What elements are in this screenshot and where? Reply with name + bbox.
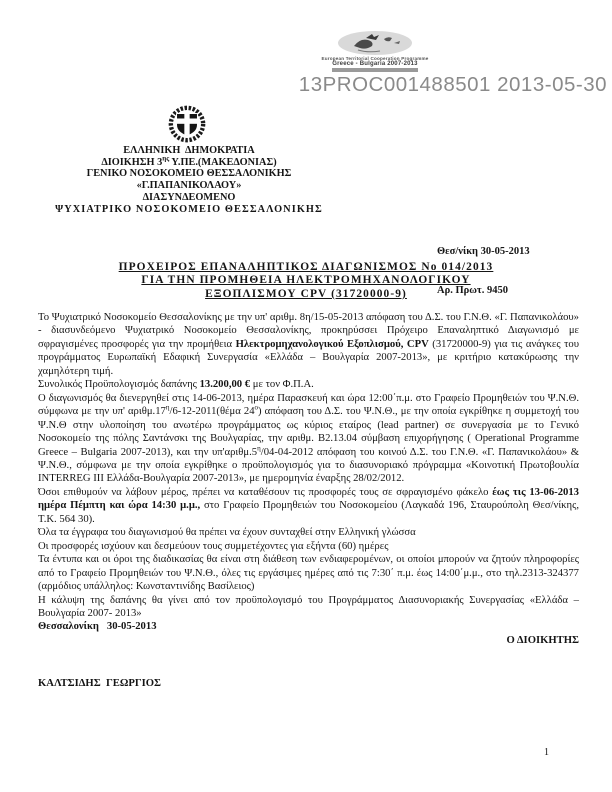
eu-programme-logo bbox=[295, 30, 455, 72]
text-segment: Τα έντυπα και οι όροι της διαδικασίας θα είναι στη διάθεση των ενδιαφερομένων, οι οποίοι μπορούν να ζητούν πληροφορίες από το Γραφείο Προμηθειών του Ψ.Ν.Θ., όλες τις εργάσιμες ημέρες από τις 7:30΄ π.μ. έως 14:00΄μ.μ., στο τηλ.2313-324377 (αρμόδιος υπάλληλος: Κωνσταντινίδης Βασίλειος) bbox=[38, 554, 579, 593]
text-segment: «Γ.ΠΑΠΑΝΙΚΟΛΑΟΥ» bbox=[136, 180, 242, 192]
signature-gap bbox=[38, 647, 579, 677]
text-segment: 13.200,00 € bbox=[199, 379, 251, 391]
header-line bbox=[8, 204, 370, 216]
text-segment: ης bbox=[162, 154, 170, 163]
text-segment: Υ.ΠΕ.(ΜΑΚΕΔΟΝΙΑΣ) bbox=[169, 156, 277, 168]
page-number: 1 bbox=[544, 747, 549, 758]
text-segment: ΔΙΑΣΥΝΔΕΟΜΕΝΟ bbox=[142, 191, 236, 203]
body-paragraph bbox=[38, 392, 579, 486]
text-segment: Οι προσφορές ισχύουν και δεσμεύουν τους συμμετέχοντες για εξήντα (60) ημέρες bbox=[38, 540, 389, 552]
signer-title: Ο ΔΙΟΙΚΗΤΗΣ bbox=[506, 634, 579, 646]
document-title bbox=[0, 261, 612, 301]
body-paragraph bbox=[38, 311, 579, 378]
title-line-3: ΕΞΟΠΛΙΣΜΟΥ CPV (31720000-9) bbox=[205, 287, 407, 300]
text-segment: Συνολικός Προϋπολογισμός δαπάνης bbox=[38, 379, 200, 391]
text-segment: ο bbox=[254, 403, 259, 412]
body-paragraphs bbox=[38, 311, 579, 620]
text-segment: Όσοι επιθυμούν να λάβουν μέρος, πρέπει να καταθέσουν τις προσφορές τους σε σφραγισμένο φάκελο bbox=[38, 486, 493, 498]
logo-programme-region: Greece - Bulgaria 2007-2013 bbox=[332, 61, 418, 67]
body-paragraph bbox=[38, 594, 579, 621]
birds-illustration-icon bbox=[336, 30, 414, 56]
text-segment: έως τις 13-06-2013 ημέρα Πέμπτη και ώρα 14:30 μ.μ., bbox=[38, 486, 579, 512]
logo-programme-name: European Territorial Cooperation Programme bbox=[321, 56, 429, 61]
text-segment: Το Ψυχιατρικό Νοσοκομείο Θεσσαλονίκης με την υπ' αριθμ. 8η/15-05-2013 απόφαση του Δ.Σ. του Γ.Ν.Θ. «Γ. Παπανικολάου» - διασυνδεόμενο Ψυχιατρικό Νοσοκομείο Θεσσαλονίκης, προκηρύσσει Πρόχειρο Επαναληπτικό Διαγωνισμό με σφραγισμένες προσφορές για την προμήθεια bbox=[38, 312, 579, 350]
header-line bbox=[8, 168, 370, 180]
header-line bbox=[8, 192, 370, 204]
title-line-1: ΠΡΟΧΕΙΡΟΣ ΕΠΑΝΑΛΗΠΤΙΚΟΣ ΔΙΑΓΩΝΙΣΜΟΣ Νο 014/2013 bbox=[118, 261, 494, 273]
body-paragraph bbox=[38, 553, 579, 593]
text-segment: ΔΙΟΙΚΗΣΗ 3 bbox=[101, 156, 163, 168]
body-paragraph bbox=[38, 378, 579, 391]
government-header bbox=[8, 145, 370, 215]
logo-subtext-bar bbox=[332, 68, 418, 72]
text-segment: /6-12-2011(θέμα 24 bbox=[169, 406, 255, 418]
text-segment: Όλα τα έγγραφα του διαγωνισμού θα πρέπει να έχουν συνταχθεί στην Ελληνική γλώσσα bbox=[38, 527, 416, 539]
body-paragraph bbox=[38, 526, 579, 539]
header-line bbox=[8, 180, 370, 192]
registry-stamp-text: 13PROC001488501 2013-05-30 bbox=[298, 73, 607, 96]
place-date-line: Θεσσαλονίκη 30-05-2013 bbox=[38, 621, 157, 633]
text-segment: Η κάλυψη της δαπάνης θα γίνει από τον προϋπολογισμό του Προγράμματος Διασυνοριακής Συνεργασίας «Ελλάδα – Βουλγαρία 2007- 2013» bbox=[38, 594, 579, 619]
header-line bbox=[8, 145, 370, 157]
body-paragraph bbox=[38, 486, 579, 526]
title-line-2: ΓΙΑ ΤΗΝ ΠΡΟΜΗΘΕΙΑ ΗΛΕΚΤΡΟΜΗΧΑΝΟΛΟΓΙΚΟΥ bbox=[141, 274, 471, 287]
protocol-number-line: Αρ. Πρωτ. 9450 bbox=[437, 285, 509, 296]
text-segment: (31720000-9) για τις ανάγκες του προγράμματος Ευρωπαϊκή Εδαφική Συνεργασία «Ελλάδα – Βουλγαρία 2007-2013», με κριτήριο κατακύρωσης την χαμηλότερη τιμή. bbox=[38, 338, 579, 377]
body-paragraph bbox=[38, 540, 579, 553]
signer-name: ΚΑΛΤΣΙΔΗΣ ΓΕΩΡΓΙΟΣ bbox=[38, 678, 162, 690]
header-line bbox=[8, 154, 370, 169]
text-segment: η bbox=[165, 403, 170, 412]
city-date-line: Θεσ/νίκη 30-05-2013 bbox=[437, 246, 530, 257]
text-segment: ) απόφαση του Δ.Σ. του Ψ.Ν.Θ., με την οποία εγκρίθηκε η συμμετοχή του Ψ.Ν.Θ στην υλοποίηση του ανωτέρω προγράμματος ως κύριος εταίρος (lead partner) σε συνεργασία με το Γενικό Νοσοκομείο της πόλης Σαντάνσκι της Βουλγαρίας, την αριθμ. Β2.13.04 σύμβαση επιχορήγησης ( Operational Programme Greece – Bulgaria 2007-2013), και την υπ'αριθμ.5 bbox=[38, 406, 579, 458]
text-segment: Ηλεκτρομηχανολογικού Εξοπλισμού, CPV bbox=[235, 338, 429, 350]
text-segment: /04-04-2012 απόφαση του κοινού Δ.Σ. του Γ.Ν.Θ. «Γ. Παπανικολάου» & Ψ.Ν.Θ., σύμφωνα με την οποία εγκρίθηκε ο προϋπολογισμός για το διασυνοριακό πρόγραμμα «Κοινοτική Πρωτοβουλία INTERREG III Ελλάδα-Βουλγαρία 2007-2013», με ημερομηνία έναρξης 28/02/2012. bbox=[38, 446, 579, 485]
greek-coat-of-arms-icon bbox=[168, 105, 206, 143]
text-segment: στο Γραφείο Προμηθειών του Νοσοκομείου (Λαγκαδά 196, Σταυρούπολη Θεσ/νίκης, Τ.Κ. 564 30). bbox=[38, 500, 579, 525]
text-segment: Ο διαγωνισμός θα διενεργηθεί στις 14-06-2013, ημέρα Παρασκευή και ώρα 12:00΄π.μ. στο Γραφείο Προμηθειών του Ψ.Ν.Θ. σύμφωνα με την υπ' αριθμ.17 bbox=[38, 392, 579, 418]
text-segment: ΕΛΛΗΝΙΚΗ ΔΗΜΟΚΡΑΤΙΑ bbox=[123, 145, 255, 156]
text-segment: ΨΥΧΙΑΤΡΙΚΟ ΝΟΣΟΚΟΜΕΙΟ ΘΕΣΣΑΛΟΝΙΚΗΣ bbox=[55, 203, 323, 215]
text-segment: η bbox=[257, 443, 261, 452]
text-segment: με τον Φ.Π.Α. bbox=[250, 379, 314, 391]
text-segment: ΓΕΝΙΚΟ ΝΟΣΟΚΟΜΕΙΟ ΘΕΣΣΑΛΟΝΙΚΗΣ bbox=[86, 168, 292, 180]
document-body bbox=[38, 311, 579, 691]
